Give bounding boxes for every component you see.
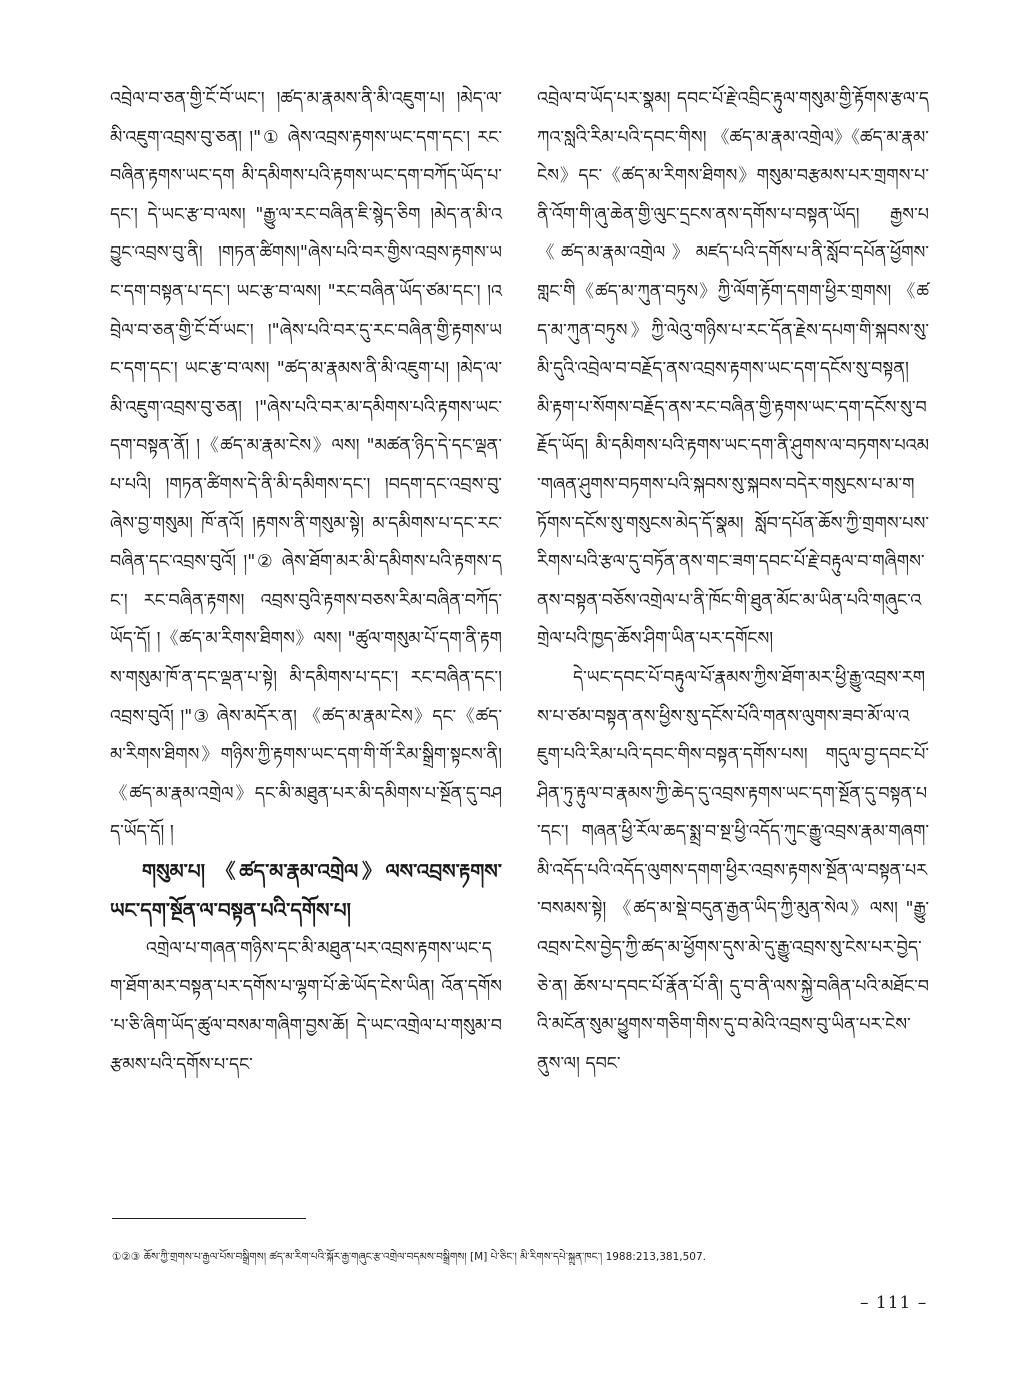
body-paragraph: འབྲེལ་བ་ཡོད་པར་སྣམ། དབང་པོ་རྗེ་འབྲིང་རྟུལ་གསུམ་གྱི་རྟོགས་རྩལ་དཀའ་སླའི་རིམ་པའི་དབང་གིས། 《ཚད་མ་རྣམ་འགྲེལ》《ཚད་མ་རྣམ་ངེས》དང་《ཚད་མ་རིགས་ཐིགས》གསུམ་བརྩམས་པར་གྲགས་པ་ནི་འོག་གི་ཞུ་ཆེན་གྱི་ལུང་དྲངས་ནས་དགོས་པ་བསྟན་ཡོད། རྒྱས་པ《ཚད་མ་རྣམ་འགྲེལ》མཛད་པའི་དགོས་པ་ནི་སློབ་དཔོན་ཕྱོགས་གླང་གི《ཚད་མ་ཀུན་བཏུས》ཀྱི་ལོག་རྟོག་དགག་ཕྱིར་གྲགས། 《ཚད་མ་ཀུན་བཏུས》ཀྱི་ལེའུ་གཉིས་པ་རང་དོན་རྗེས་དཔག་གི་སྐབས་སུ་མི་དུའི་འབྲེལ་བ་བརྗོད་ནས་འབྲས་རྟགས་ཡང་དག་དངོས་སུ་བསྟན། མི་རྟག་པ་སོགས་བརྗོད་ནས་རང་བཞིན་གྱི་རྟགས་ཡང་དག་དངོས་སུ་བརྗོད་ཡོད། མི་དམིགས་པའི་རྟགས་ཡང་དག་ནི་ཤུགས་ལ་བཏགས་པའམ་གཞན་ཤུགས་བཏགས་པའི་སྐབས་སུ་སྐབས་བདེར་གསུངས་པ་མ་གཏོགས་དངོས་སུ་གསུངས་མེད་དོ་སྣམ། སློབ་དཔོན་ཆོས་ཀྱི་གྲགས་པས་རིགས་པའི་རྩལ་དུ་བཏོན་ནས་གང་ཟག་དབང་པོ་རྗེ་བརྟུལ་བ་གཞིགས་ནས་བསྟན་བཅོས་འགྲེལ་པ་ནི་ཁོང་གི་ཐུན་མོང་མ་ཡིན་པའི་གཞུང་འགྲེལ་པའི་ཁྱད་ཆོས་ཤིག་ཡིན་པར་དགོངས། (537, 89, 929, 650)
body-paragraph: འབྲེལ་བ་ཅན་གྱི་ངོ་བོ་ཡང་། །ཚད་མ་རྣམས་ནི་མི་འཇུག་པ། །མེད་ལ་མི་འཇུག་འབྲས་བུ་ཅན། །"① ཞེས་འབྲས་རྟགས་ཡང་དག་དང་། རང་བཞིན་རྟགས་ཡང་དག མི་དམིགས་པའི་རྟགས་ཡང་དག་བཀོད་ཡོད་པ་དང་། དེ་ཡང་རྩ་བ་ལས། "རྒྱུ་ལ་རང་བཞིན་ཇི་སྙེད་ཅིག །མེད་ན་མི་འབྱུང་འབྲས་བུ་ནི། །གཏན་ཚིགས།"ཞེས་པའི་བར་གྱིས་འབྲས་རྟགས་ཡང་དག་བསྟན་པ་དང་། ཡང་རྩ་བ་ལས། "རང་བཞིན་ཡོད་ཙམ་དང་། །འབྲེལ་བ་ཅན་གྱི་ངོ་བོ་ཡང་། །"ཞེས་པའི་བར་དུ་རང་བཞིན་གྱི་རྟགས་ཡང་དག་དང་། ཡང་རྩ་བ་ལས། "ཚད་མ་རྣམས་ནི་མི་འཇུག་པ། །མེད་ལ་མི་འཇུག་འབྲས་བུ་ཅན། །"ཞེས་པའི་བར་མ་དམིགས་པའི་རྟགས་ཡང་དག་བསྟན་ནོ། །《ཚད་མ་རྣམ་ངེས》ལས། "མཚན་ཉིད་དེ་དང་ལྡན་པ་པའི། །གཏན་ཚིགས་དེ་ནི་མི་དམིགས་དང་། །བདག་དང་འབྲས་བུ་ཞེས་བྱ་གསུམ། ཁོ་ནའོ། །རྟགས་ནི་གསུམ་སྟེ། མ་དམིགས་པ་དང་རང་བཞིན་དང་འབྲས་བུའོ། །"② ཞེས་ཐོག་མར་མི་དམིགས་པའི་རྟགས་དང་། རང་བཞིན་རྟགས། འབྲས་བུའི་རྟགས་བཅས་རིམ་བཞིན་བཀོད་ཡོད་དོ། །《ཚད་མ་རིགས་ཐིགས》ལས། "ཚུལ་གསུམ་པོ་དག་ནི་རྟགས་གསུམ་ཁོ་ན་དང་ལྡན་པ་སྟེ། མི་དམིགས་པ་དང་། རང་བཞིན་དང་། འབྲས་བུའོ། །"③ ཞེས་མདོར་ན། 《ཚད་མ་རྣམ་ངེས》དང་《ཚད་མ་རིགས་ཐིགས》གཉིས་ཀྱི་རྟགས་ཡང་དག་གི་གོ་རིམ་སྒྲིག་སྟངས་ནི། 《ཚད་མ་རྣམ་འགྲེལ》དང་མི་མཐུན་པར་མི་དམིགས་པ་སྔོན་དུ་བཤད་ཡོད་དོ། ། (110, 89, 502, 843)
page-number: – 111 – (860, 1293, 928, 1313)
left-column (110, 80, 502, 1084)
footnote-divider (112, 1218, 306, 1219)
section-heading: གསུམ་པ། 《ཚད་མ་རྣམ་འགྲེལ》ལས་འབྲས་རྟགས་ཡང་དག་སྔོན་ལ་བསྟན་པའི་དགོས་པ། (110, 858, 502, 922)
right-column (537, 80, 929, 1083)
body-paragraph: འགྲེལ་པ་གཞན་གཉིས་དང་མི་མཐུན་པར་འབྲས་རྟགས་ཡང་དག་ཐོག་མར་བསྟན་པར་དགོས་པ་ལྷག་པོ་ཆེ་ཡོད་ངེས་ཡིན། འོན་དགོས་པ་ཅི་ཞིག་ཡོད་ཚུལ་བསམ་གཞིག་བྱས་ཆོ། དེ་ཡང་འགྲེལ་པ་གསུམ་བརྩམས་པའི་དགོས་པ་དང་ (110, 938, 502, 1075)
footnote: ①②③ ཆོས་ཀྱི་གྲགས་པ་རྒྱལ་པོས་བསྒྲིགས། ཚད་མ་རིག་པའི་སྐོར་རྒྱ་གཞུང་རྩ་འགྲེལ་བདམས་བསྒྲིགས། [M] པེ་ཅིང་། མི་རིགས་དཔེ་སྐྲུན་ཁང་། 1988:213,381,507. (112, 1251, 706, 1263)
body-paragraph: དེ་ཡང་དབང་པོ་བརྟུལ་པོ་རྣམས་ཀྱིས་ཐོག་མར་ཕྱི་རྒྱུ་འབྲས་རགས་པ་ཙམ་བསྟན་ནས་ཕྱིས་སུ་དངོས་པོའི་གནས་ལུགས་ཟབ་མོ་ལ་འཇུག་པའི་རིམ་པའི་དབང་གིས་བསྟན་དགོས་པས། གདུལ་བྱ་དབང་པོ་ཤིན་ཏུ་རྟུལ་བ་རྣམས་ཀྱི་ཆེད་དུ་འབྲས་རྟགས་ཡང་དག་སྔོན་དུ་བསྟན་པ་དང་། གཞན་ཕྱི་རོལ་ཆད་སྨྲ་བ་སྔ་ཕྱི་འདོད་ཀུང་རྒྱུ་འབྲས་རྣམ་གཞག་མི་འདོད་པའི་འདོད་ལུགས་དགག་ཕྱིར་འབྲས་རྟགས་སྔོན་ལ་བསྟན་པར་བསམས་སྟེ། 《ཚད་མ་སྡེ་བདུན་རྒྱན་ཡིད་ཀྱི་མུན་སེལ》ལས། "རྒྱུ་འབྲས་ངེས་བྱེད་ཀྱི་ཚད་མ་ཕྱོགས་དུས་མེ་དུ་རྒྱུ་འབྲས་སུ་ངེས་པར་བྱེད་ཅེ་ན། ཆོས་པ་དབང་པོ་རྣོན་པོ་ནི། དུ་བ་ནི་ལས་སྐྱེ་བཞིན་པའི་མཐོང་བའི་མངོན་སུམ་ཕྱུགས་གཅིག་གིས་དུ་བ་མེའི་འབྲས་བུ་ཡིན་པར་ངེས་ནུས་ལ། དབང་ (537, 667, 929, 1074)
